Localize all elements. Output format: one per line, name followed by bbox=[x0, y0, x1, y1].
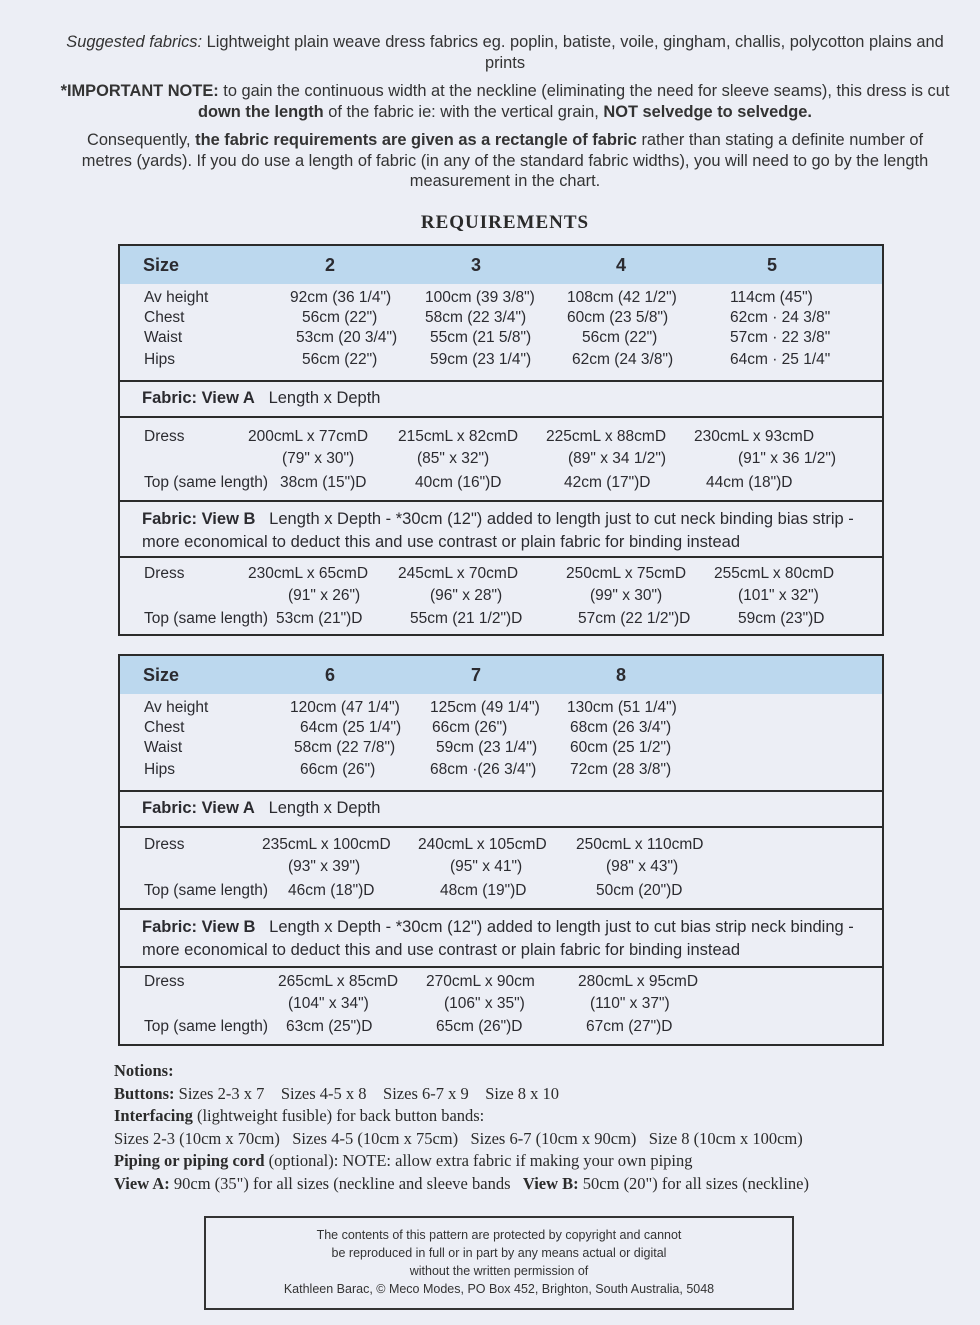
view-b-header bbox=[120, 500, 882, 556]
m-cell: 62cm (24 3/8") bbox=[572, 351, 674, 368]
text-fragment: the fabric requirements are given as a rectangle of fabric bbox=[195, 131, 637, 149]
body-measurements bbox=[120, 284, 882, 380]
table-cell: 225cmL x 88cmD bbox=[546, 428, 667, 445]
table-cell: 245cmL x 70cmD bbox=[398, 565, 519, 582]
text-fragment: (optional): NOTE: allow extra fabric if making your own piping bbox=[264, 1151, 693, 1170]
text-fragment: Length x Depth bbox=[268, 389, 381, 407]
m-cell: 64cm · 25 1/4" bbox=[730, 351, 831, 368]
table-cell: 58cm (22 7/8") bbox=[294, 739, 396, 756]
table-cell: 240cmL x 105cmD bbox=[418, 836, 547, 853]
table-cell: 50cm (20")D bbox=[596, 882, 683, 899]
text-fragment: Length x Depth - *30cm (12") added to length just to cut bias strip neck binding - more economical to deduct this and use contrast or plain fabric for binding instead bbox=[142, 918, 854, 959]
size-4: 4 bbox=[616, 255, 627, 275]
table-cell: 235cmL x 100cmD bbox=[262, 836, 391, 853]
text-fragment: Fabric: View B bbox=[142, 510, 256, 528]
m-cell: 58cm (22 3/4") bbox=[425, 309, 527, 326]
label-top: Top (same length) bbox=[144, 1018, 269, 1035]
table-cell: (110" x 37") bbox=[590, 995, 670, 1012]
text-fragment: (lightweight fusible) for back button bands: bbox=[192, 1106, 485, 1125]
notions-buttons bbox=[114, 1083, 934, 1106]
m-cell: 114cm (45") bbox=[730, 289, 813, 306]
size-header-row bbox=[120, 656, 882, 790]
table-cell: 280cmL x 95cmD bbox=[578, 973, 699, 990]
m-cell: 60cm (23 5/8") bbox=[567, 309, 669, 326]
label-waist: Waist bbox=[144, 739, 183, 756]
table-cell: (106" x 35") bbox=[444, 995, 525, 1012]
m-cell: 62cm · 24 3/8" bbox=[730, 309, 831, 326]
table-cell: 53cm (21")D bbox=[276, 610, 363, 627]
table-cell: 230cmL x 93cmD bbox=[694, 428, 815, 445]
table-cell: 270cmL x 90cm bbox=[426, 973, 535, 990]
notions-title: Notions: bbox=[114, 1061, 174, 1080]
text-fragment: to gain the continuous width at the neckline (eliminating the need for sleeve seams), this dress is cut bbox=[218, 82, 950, 100]
table-cell: 57cm (22 1/2")D bbox=[578, 610, 691, 627]
table-cell: (95" x 41") bbox=[450, 858, 523, 875]
copyright-line: Kathleen Barac, © Meco Modes, PO Box 452, Brighton, South Australia, 5048 bbox=[283, 1282, 715, 1296]
size-6: 6 bbox=[325, 665, 336, 685]
table-cell: 120cm (47 1/4") bbox=[290, 699, 400, 716]
table-cell: 59cm (23")D bbox=[738, 610, 825, 627]
table-cell: 63cm (25")D bbox=[286, 1018, 373, 1035]
text-fragment: View A: bbox=[114, 1173, 170, 1193]
m-cell: 56cm (22") bbox=[582, 329, 658, 346]
text-fragment: Fabric: View A bbox=[142, 389, 255, 407]
table-cell: 230cmL x 65cmD bbox=[248, 565, 369, 582]
table-cell: 255cmL x 80cmD bbox=[714, 565, 835, 582]
text-fragment: down the length bbox=[198, 102, 324, 121]
notions-interfacing-sizes: Sizes 2-3 (10cm x 70cm) Sizes 4-5 (10cm x 75cm) Sizes 6-7 (10cm x 90cm) Size 8 (10cm x 100cm) bbox=[114, 1128, 803, 1148]
text-fragment: Fabric: View A bbox=[142, 799, 255, 817]
table-cell: 40cm (16")D bbox=[415, 474, 502, 491]
label-dress: Dress bbox=[144, 428, 185, 445]
table-cell: 68cm ·(26 3/4") bbox=[430, 761, 537, 778]
table-cell: (91" x 26") bbox=[288, 587, 361, 604]
label-chest: Chest bbox=[144, 719, 185, 736]
text-fragment: of the fabric ie: with the vertical grain, bbox=[323, 102, 604, 121]
table-cell: 65cm (26")D bbox=[436, 1018, 523, 1035]
size-header-row bbox=[120, 246, 882, 380]
table-cell: 130cm (51 1/4") bbox=[567, 699, 677, 716]
notions-section bbox=[114, 1060, 934, 1195]
label-dress: Dress bbox=[144, 973, 185, 990]
copyright-line: without the written permission of bbox=[409, 1264, 589, 1278]
table-cell: 66cm (26") bbox=[432, 719, 508, 736]
important-note bbox=[60, 81, 950, 122]
size-3: 3 bbox=[471, 255, 482, 275]
table-cell: 60cm (25 1/2") bbox=[570, 739, 672, 756]
text-fragment: Length x Depth - *30cm (12") added to length just to cut neck binding bias strip - more economical to deduct this and use contrast or plain fabric for binding instead bbox=[142, 510, 854, 551]
table-cell: 125cm (49 1/4") bbox=[430, 699, 540, 716]
label-top: Top (same length) bbox=[144, 474, 269, 491]
m-cell: 59cm (23 1/4") bbox=[430, 351, 532, 368]
table-cell: 215cmL x 82cmD bbox=[398, 428, 519, 445]
view-b-header bbox=[120, 908, 882, 966]
text-fragment: Fabric: View B bbox=[142, 918, 256, 936]
table-cell: 265cmL x 85cmD bbox=[278, 973, 399, 990]
text-fragment: Suggested fabrics: bbox=[66, 33, 203, 51]
label-waist: Waist bbox=[144, 329, 183, 346]
text-fragment: *IMPORTANT NOTE: bbox=[60, 82, 219, 100]
label-hips: Hips bbox=[144, 761, 176, 778]
text-fragment: Buttons: bbox=[114, 1083, 175, 1103]
table-cell: (104" x 34") bbox=[288, 995, 369, 1012]
size-label: Size bbox=[143, 255, 180, 275]
m-cell: 100cm (39 3/8") bbox=[425, 289, 535, 306]
m-cell: 57cm · 22 3/8" bbox=[730, 329, 831, 346]
text-fragment: 90cm (35") for all sizes (neckline and sleeve bands bbox=[169, 1173, 523, 1193]
requirements-title: REQUIREMENTS bbox=[420, 212, 590, 233]
m-cell: 56cm (22") bbox=[302, 309, 378, 326]
consequently-note bbox=[60, 130, 950, 192]
label-top: Top (same length) bbox=[144, 882, 269, 899]
table-cell: 68cm (26 3/4") bbox=[570, 719, 672, 736]
requirements-table-sizes-2-5 bbox=[118, 244, 884, 636]
table-cell: (99" x 30") bbox=[590, 587, 663, 604]
copyright-line: The contents of this pattern are protected by copyright and cannot bbox=[316, 1228, 682, 1242]
table-cell: (101" x 32") bbox=[738, 587, 819, 604]
label-dress: Dress bbox=[144, 836, 185, 853]
notions-views bbox=[114, 1173, 934, 1196]
table-cell: 44cm (18")D bbox=[706, 474, 793, 491]
m-cell: 92cm (36 1/4") bbox=[290, 289, 392, 306]
table-cell: 59cm (23 1/4") bbox=[436, 739, 538, 756]
m-cell: 53cm (20 3/4") bbox=[296, 329, 398, 346]
table-cell: 38cm (15")D bbox=[280, 474, 367, 491]
table-cell: (93" x 39") bbox=[288, 858, 361, 875]
table-cell: 55cm (21 1/2")D bbox=[410, 610, 523, 627]
size-7: 7 bbox=[471, 665, 482, 685]
table-cell: (89" x 34 1/2") bbox=[568, 450, 667, 467]
size-label: Size bbox=[143, 665, 180, 685]
text-fragment: rather than stating a definite number of metres (yards). If you do use a length of fabric (in any of the standard fabric widths), you will need to go by the length measurement in the chart. bbox=[81, 131, 929, 190]
text-fragment: Piping or piping cord bbox=[114, 1151, 265, 1170]
table-cell: (98" x 43") bbox=[606, 858, 679, 875]
suggested-fabrics bbox=[60, 32, 950, 73]
size-5: 5 bbox=[767, 255, 778, 275]
table-cell: 48cm (19")D bbox=[440, 882, 527, 899]
label-av-height: Av height bbox=[144, 289, 209, 306]
table-cell: 67cm (27")D bbox=[586, 1018, 673, 1035]
copyright-line: be reproduced in full or in part by any means actual or digital bbox=[331, 1246, 667, 1260]
m-cell: 56cm (22") bbox=[302, 351, 378, 368]
body-measurements bbox=[120, 694, 882, 790]
view-a-values bbox=[120, 826, 882, 908]
table-cell: 72cm (28 3/8") bbox=[570, 761, 672, 778]
text-fragment: NOT selvedge to selvedge. bbox=[603, 102, 812, 121]
text-fragment: View B: bbox=[522, 1173, 579, 1193]
label-dress: Dress bbox=[144, 565, 185, 582]
table-cell: 250cmL x 110cmD bbox=[576, 836, 704, 853]
view-a-values bbox=[120, 416, 882, 500]
copyright-box bbox=[204, 1216, 794, 1310]
view-a-header bbox=[120, 790, 882, 826]
notions-piping bbox=[114, 1150, 934, 1173]
table-cell: 46cm (18")D bbox=[288, 882, 375, 899]
view-a-header bbox=[120, 380, 882, 416]
label-hips: Hips bbox=[144, 351, 176, 368]
size-2: 2 bbox=[325, 255, 336, 275]
table-cell: 66cm (26") bbox=[300, 761, 376, 778]
m-cell: 55cm (21 5/8") bbox=[430, 329, 532, 346]
view-b-values bbox=[120, 966, 882, 1044]
table-cell: 250cmL x 75cmD bbox=[566, 565, 687, 582]
table-cell: 42cm (17")D bbox=[564, 474, 651, 491]
text-fragment: Consequently, bbox=[86, 131, 196, 149]
view-b-values bbox=[120, 556, 882, 634]
label-chest: Chest bbox=[144, 309, 185, 326]
text-fragment: Sizes 2-3 x 7 Sizes 4-5 x 8 Sizes 6-7 x 9 Size 8 x 10 bbox=[174, 1083, 560, 1103]
text-fragment: Length x Depth bbox=[268, 799, 381, 817]
table-cell: (96" x 28") bbox=[430, 587, 503, 604]
size-8: 8 bbox=[616, 665, 627, 685]
label-av-height: Av height bbox=[144, 699, 209, 716]
text-fragment: Lightweight plain weave dress fabrics eg. poplin, batiste, voile, gingham, challis, polycotton plains and prints bbox=[202, 33, 944, 72]
m-cell: 108cm (42 1/2") bbox=[567, 289, 677, 306]
intro-text bbox=[60, 32, 950, 200]
table-cell: 200cmL x 77cmD bbox=[248, 428, 369, 445]
requirements-table-sizes-6-8 bbox=[118, 654, 884, 1046]
label-top: Top (same length) bbox=[144, 610, 269, 627]
table-cell: (85" x 32") bbox=[417, 450, 490, 467]
text-fragment: 50cm (20") for all sizes (neckline) bbox=[578, 1173, 809, 1193]
table-cell: 64cm (25 1/4") bbox=[300, 719, 402, 736]
table-cell: (79" x 30") bbox=[282, 450, 355, 467]
notions-interfacing bbox=[114, 1105, 934, 1128]
table-cell: (91" x 36 1/2") bbox=[738, 450, 837, 467]
text-fragment: Interfacing bbox=[114, 1106, 193, 1125]
